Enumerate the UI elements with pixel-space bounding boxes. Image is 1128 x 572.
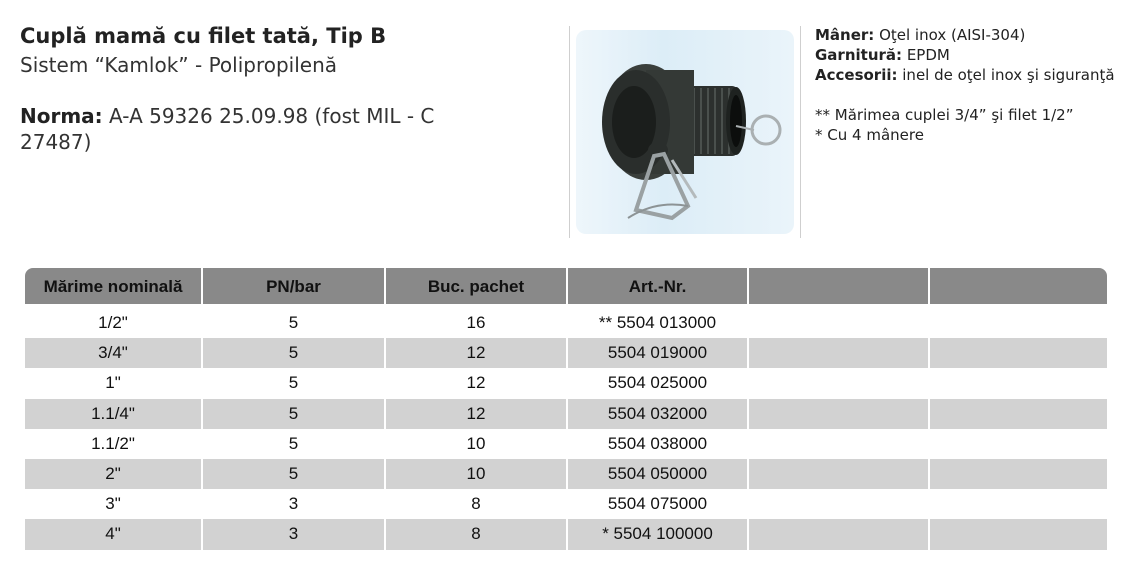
cell-size: 4": [25, 519, 203, 549]
cell-size: 1.1/2": [25, 429, 203, 459]
cell-artnr: 5504 025000: [568, 368, 749, 398]
cell-empty: [749, 519, 930, 549]
spec-accesorii: [815, 65, 1120, 85]
cell-pn: 3: [203, 489, 386, 519]
kamlok-coupling-icon: [576, 30, 794, 234]
spec-garnitura-value: EPDM: [906, 46, 950, 64]
cell-empty: [749, 429, 930, 459]
cell-artnr: 5504 075000: [568, 489, 749, 519]
cell-empty: [930, 368, 1107, 398]
spec-accesorii-value: inel de oţel inox şi siguranţă: [902, 66, 1115, 84]
cell-size: 3/4": [25, 338, 203, 368]
spec-maner: [815, 25, 1120, 45]
cell-size: 3": [25, 489, 203, 519]
table-header: [25, 268, 1107, 304]
cell-size: 1": [25, 368, 203, 398]
table-row: [25, 399, 1107, 429]
cell-pack: 10: [386, 429, 568, 459]
table-row: [25, 368, 1107, 398]
table-row: [25, 489, 1107, 519]
cell-artnr: ** 5504 013000: [568, 308, 749, 338]
cell-size: 1.1/4": [25, 399, 203, 429]
cell-pack: 12: [386, 338, 568, 368]
cell-pack: 8: [386, 489, 568, 519]
spec-note-handles: * Cu 4 mânere: [815, 126, 924, 144]
cell-empty: [930, 429, 1107, 459]
table-row: [25, 338, 1107, 368]
cell-pn: 5: [203, 308, 386, 338]
spec-garnitura-label: Garnitură:: [815, 46, 903, 64]
cell-size: 2": [25, 459, 203, 489]
table-row: [25, 308, 1107, 338]
table-row: [25, 459, 1107, 489]
specs-block: [815, 25, 1120, 145]
product-photo: [569, 26, 801, 238]
cell-artnr: 5504 050000: [568, 459, 749, 489]
cell-pack: 12: [386, 368, 568, 398]
photo-background: [576, 30, 794, 234]
header-cell-empty-2: [930, 268, 1107, 304]
cell-empty: [749, 338, 930, 368]
cell-pack: 16: [386, 308, 568, 338]
table-row: [25, 429, 1107, 459]
cell-empty: [749, 459, 930, 489]
product-subtitle: Sistem “Kamlok” - Polipropilenă: [20, 53, 338, 77]
spec-accesorii-label: Accesorii:: [815, 66, 898, 84]
cell-empty: [930, 459, 1107, 489]
cell-pack: 8: [386, 519, 568, 549]
article-table: [25, 268, 1107, 550]
table-row: [25, 519, 1107, 549]
header-cell-empty-1: [749, 268, 930, 304]
cell-empty: [749, 399, 930, 429]
cell-empty: [930, 489, 1107, 519]
cell-pn: 5: [203, 429, 386, 459]
cell-artnr: 5504 032000: [568, 399, 749, 429]
header-cell-pn: PN/bar: [203, 268, 386, 304]
cell-pn: 5: [203, 459, 386, 489]
product-title: Cuplă mamă cu filet tată, Tip B: [20, 24, 387, 48]
cell-pn: 5: [203, 338, 386, 368]
cell-artnr: 5504 038000: [568, 429, 749, 459]
cell-empty: [930, 308, 1107, 338]
cell-pn: 3: [203, 519, 386, 549]
cell-empty: [749, 308, 930, 338]
norma-line: [20, 103, 490, 155]
norma-value: A-A 59326 25.09.98 (fost MIL - C 27487): [20, 104, 435, 154]
cell-empty: [749, 489, 930, 519]
cell-pn: 5: [203, 368, 386, 398]
cell-size: 1/2": [25, 308, 203, 338]
cell-empty: [749, 368, 930, 398]
cell-pack: 12: [386, 399, 568, 429]
header-cell-artnr: Art.-Nr.: [568, 268, 749, 304]
cell-empty: [930, 399, 1107, 429]
spec-garnitura: [815, 45, 1120, 65]
cell-artnr: * 5504 100000: [568, 519, 749, 549]
header-cell-pack: Buc. pachet: [386, 268, 568, 304]
spec-maner-value: Oţel inox (AISI-304): [879, 26, 1026, 44]
norma-label: Norma:: [20, 104, 103, 128]
cell-pack: 10: [386, 459, 568, 489]
cell-pn: 5: [203, 399, 386, 429]
spec-note-size: ** Mărimea cuplei 3/4” şi filet 1/2”: [815, 106, 1074, 124]
table-body: [25, 308, 1107, 550]
cell-empty: [930, 338, 1107, 368]
spec-maner-label: Mâner:: [815, 26, 875, 44]
cell-artnr: 5504 019000: [568, 338, 749, 368]
header-cell-size: Mărime nominală: [25, 268, 203, 304]
cell-empty: [930, 519, 1107, 549]
